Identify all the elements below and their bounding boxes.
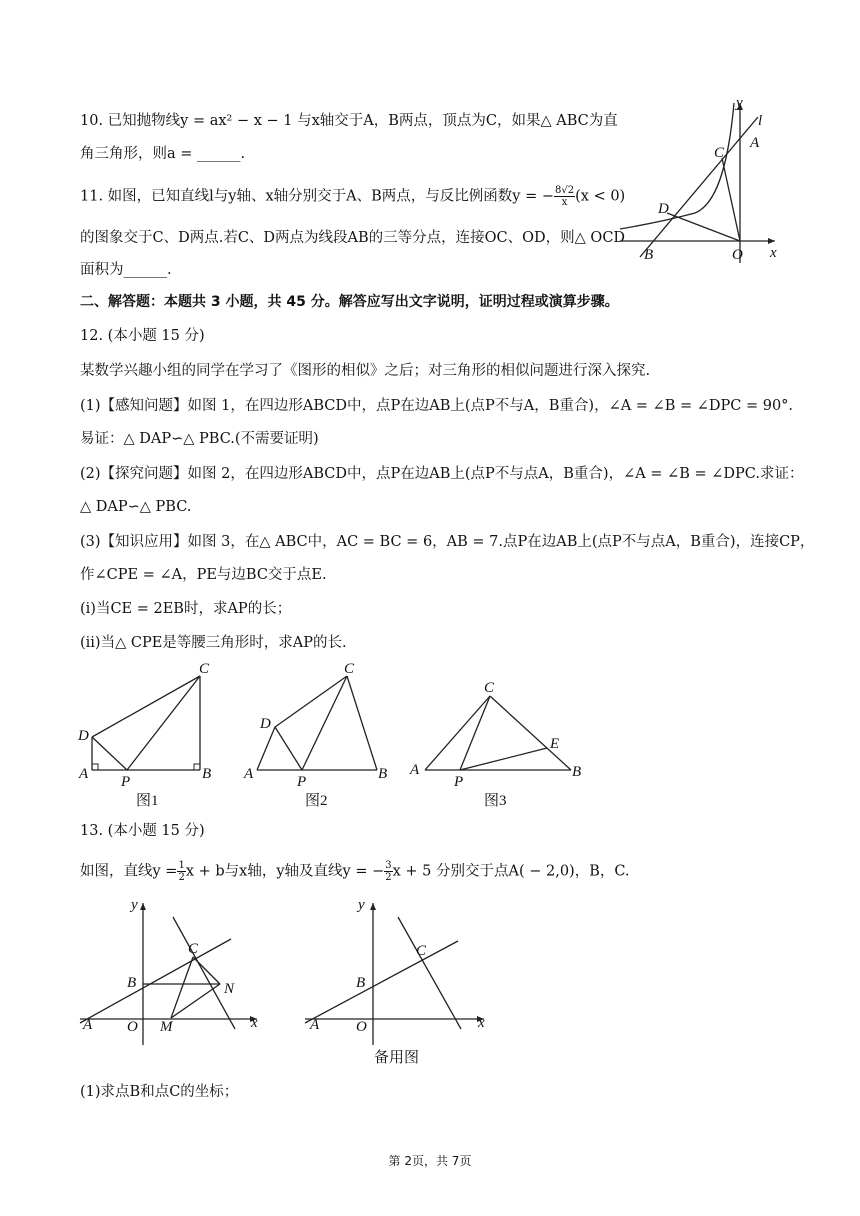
q10-line1: 10. 已知抛物线y = ax² − x − 1 与x轴交于A，B两点，顶点为C，如果△ ABC为直 [80, 113, 618, 129]
q12-part2-b: △ DAP∽△ PBC. [80, 499, 192, 515]
label-c: C [714, 145, 725, 161]
fig1-label-d: D [78, 728, 89, 744]
backup-caption: 备用图 [374, 1050, 420, 1066]
q13-fig-label-o: O [127, 1019, 138, 1035]
fig2-label-a: A [244, 766, 254, 782]
label-x: x [770, 245, 777, 261]
fig2-label-b: B [378, 766, 388, 782]
q13-intro-mid: x + b与x轴，y轴及直线y = − [185, 863, 385, 880]
backup-label-b: B [356, 975, 366, 991]
q13-fraction-1 [177, 860, 185, 883]
q13-header: 13. (本小题 15 分) [80, 823, 205, 839]
backup-label-a: A [310, 1017, 320, 1033]
q12-part3-i: (i)当CE = 2EB时，求AP的长； [80, 601, 292, 617]
q12-figure-2 [240, 660, 400, 790]
segment-oc [722, 158, 740, 241]
q11-fraction [554, 185, 575, 208]
segment-od [667, 213, 740, 241]
q11-line3: 面积为______. [80, 262, 172, 278]
q12-intro: 某数学兴趣小组的同学在学习了《图形的相似》之后；对三角形的相似问题进行深入探究. [80, 363, 651, 379]
q13-intro-post: x + 5 分别交于点A( − 2,0)，B，C. [392, 863, 630, 880]
q13-figure-main [75, 895, 275, 1045]
q12-figure-1 [75, 660, 225, 790]
page-footer: 第 2页，共 7页 [388, 1154, 472, 1168]
q10-line2: 角三角形，则a = ______. [80, 146, 246, 162]
q13-fig-label-b: B [127, 975, 137, 991]
label-a: A [750, 135, 760, 151]
fig1-label-a: A [79, 766, 89, 782]
q13-fig-label-c: C [188, 941, 199, 957]
q13-f2-den: 2 [385, 872, 392, 883]
q11-line2: 的图象交于C、D两点.若C、D两点为线段AB的三等分点，连接OC、OD，则△ OCD [80, 230, 626, 246]
q12-figure-3 [408, 670, 588, 790]
q13-fig-label-y: y [131, 897, 138, 913]
fig1-label-c: C [199, 661, 210, 677]
fig2-label-p: P [297, 774, 307, 790]
label-o: O [732, 247, 743, 263]
q12-part1-a: (1)【感知问题】如图 1，在四边形ABCD中，点P在边AB上(点P不与A，B重合)，∠A = ∠B = ∠DPC = 90°. [80, 398, 794, 414]
q12-part3-ii: (ii)当△ CPE是等腰三角形时，求AP的长. [80, 635, 347, 651]
label-b: B [644, 247, 654, 263]
q11-line1 [80, 185, 625, 208]
q11-line1-post: (x < 0) [575, 188, 626, 205]
q13-intro-pre: 如图，直线y = [80, 863, 178, 880]
fig3-label-e: E [550, 736, 560, 752]
q12-part3-b: 作∠CPE = ∠A，PE与边BC交于点E. [80, 567, 327, 583]
q13-fig-label-m: M [160, 1019, 173, 1035]
q13-intro [80, 860, 630, 883]
fig3-label-c: C [484, 680, 495, 696]
q12-part3-a: (3)【知识应用】如图 3，在△ ABC中，AC = BC = 6，AB = 7.点P在边AB上(点P不与点A，B重合)，连接CP， [80, 534, 815, 550]
fig3-label-p: P [454, 774, 464, 790]
label-d: D [658, 201, 669, 217]
backup-label-o: O [356, 1019, 367, 1035]
q12-part2-a: (2)【探究问题】如图 2，在四边形ABCD中，点P在边AB上(点P不与点A，B重合)，∠A = ∠B = ∠DPC.求证： [80, 466, 804, 482]
backup-label-c: C [416, 943, 427, 959]
q11-figure [610, 95, 790, 265]
q11-frac-num: 8√2 [555, 185, 575, 196]
fig1-caption: 图1 [136, 793, 159, 809]
q13-figure-backup [300, 895, 500, 1045]
fig3-label-b: B [572, 764, 582, 780]
label-l: l [758, 113, 763, 129]
q13-fraction-2 [384, 860, 392, 883]
fig1-label-p: P [121, 774, 131, 790]
section2-title: 二、解答题：本题共 3 小题，共 45 分。解答应写出文字说明，证明过程或演算步骤。 [80, 294, 619, 310]
q13-f2-num: 3 [385, 860, 392, 871]
q12-part1-b: 易证：△ DAP∽△ PBC.(不需要证明) [80, 431, 319, 447]
fig2-caption: 图2 [305, 793, 328, 809]
q11-frac-den: x [561, 197, 568, 208]
fig1-label-b: B [202, 766, 212, 782]
q13-f1-num: 1 [178, 860, 185, 871]
q13-f1-den: 2 [178, 872, 185, 883]
q13-fig-label-n: N [224, 981, 235, 997]
fig3-label-a: A [410, 762, 420, 778]
x-axis-arrow [768, 238, 775, 244]
q13-fig-label-a: A [83, 1017, 93, 1033]
q13-fig-label-x: x [251, 1015, 258, 1031]
q11-line1-text: 11. 如图，已知直线l与y轴、x轴分别交于A、B两点，与反比例函数y = − [80, 188, 555, 205]
backup-label-x: x [478, 1015, 485, 1031]
label-y: y [736, 95, 743, 111]
fig3-caption: 图3 [484, 793, 507, 809]
q12-header: 12. (本小题 15 分) [80, 328, 205, 344]
backup-label-y: y [358, 897, 365, 913]
fig2-label-c: C [344, 661, 355, 677]
q13-part1: (1)求点B和点C的坐标； [80, 1084, 239, 1100]
fig2-label-d: D [260, 716, 271, 732]
